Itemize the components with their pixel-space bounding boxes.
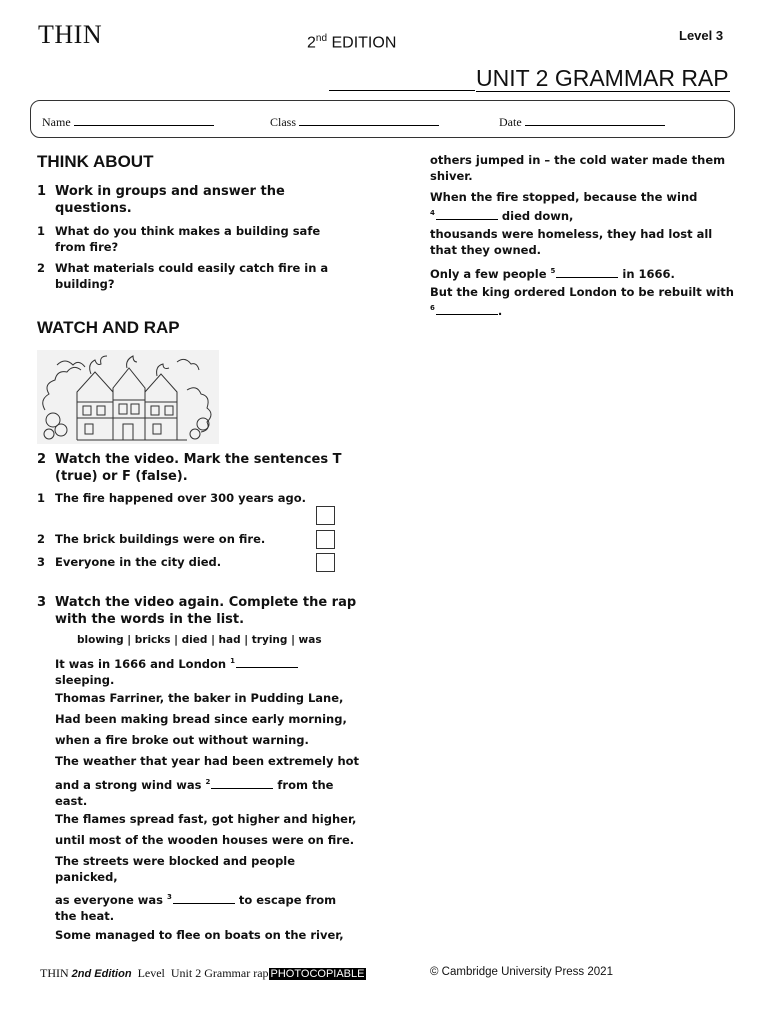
rap-line-9 [55,853,375,885]
class-label: Class [270,115,297,129]
name-field[interactable] [42,114,214,130]
footer-brand: THIN [40,966,69,980]
rap-line-1b: sleeping. [55,672,115,687]
statement-3-number: 3 [37,555,46,569]
statement-3-text: Everyone in the city died. [55,555,222,569]
rap-right-2 [430,189,750,224]
rap-line-6 [55,774,375,809]
rap-line-10 [55,889,375,924]
rap-right-4b: in 1666. [622,266,675,281]
rap-line-10a: as everyone was [55,892,163,907]
task-3-line1: Watch the video again. Complete the rap [55,595,357,610]
gap-6-blank[interactable] [436,304,498,315]
gap-5-blank[interactable] [556,267,618,278]
edition-num: 2 [307,34,316,52]
level-label: Level 3 [679,28,724,43]
class-field[interactable] [270,114,439,130]
task-2-line1: Watch the video. Mark the sentences T [55,452,342,467]
rap-right-2a: When the fire stopped, because the wind [430,190,698,204]
date-label: Date [499,115,522,129]
rap-line-9a: The streets were blocked and people [55,854,296,868]
rap-right-2b: died down, [501,208,574,223]
watch-and-rap-heading: WATCH AND RAP [37,318,180,337]
footer-left [40,966,366,981]
statement-2 [37,531,315,547]
tf-box-3[interactable] [316,553,335,572]
rap-line-11: Some managed to flee on boats on the river, [55,928,344,942]
rap-right-1b: shiver. [430,169,473,183]
rap-right-3b: that they owned. [430,243,542,257]
statement-3 [37,554,315,570]
unit-title: UNIT 2 GRAMMAR RAP [476,65,729,91]
rap-line-4: when a fire broke out without warning. [55,733,309,747]
gap-2-blank[interactable] [211,778,273,789]
photocopiable-badge: PHOTOCOPIABLE [270,968,365,980]
name-line[interactable] [74,114,214,126]
statement-2-number: 2 [37,532,46,546]
task-1-number: 1 [37,184,47,199]
tf-box-1[interactable] [316,506,335,525]
statement-1-number: 1 [37,491,46,505]
rap-right-5 [430,284,760,319]
question-2 [37,260,375,292]
rap-line-10b: to escape from [238,892,337,907]
rap-right-5b: . [497,303,503,318]
rap-line-3: Had been making bread since early morning, [55,712,347,726]
fire-houses-illustration [37,350,219,444]
word-list: blowing | bricks | died | had | trying | was [77,634,322,646]
task-2 [37,451,375,485]
title-rule-left [329,90,475,91]
task-3-line2: with the words in the list. [55,612,245,627]
task-1 [37,183,355,217]
rap-right-1 [430,152,750,184]
task-1-line1: Work in groups and answer the [55,184,285,199]
rap-line-6a: and a strong wind was [55,777,202,792]
rap-line-1 [55,653,375,688]
date-field[interactable] [499,114,665,130]
edition-word: EDITION [331,34,397,52]
gap-1-blank[interactable] [236,657,298,668]
rap-line-2: Thomas Farriner, the baker in Pudding Lane, [55,691,344,705]
rap-line-1a: It was in 1666 and London [55,656,227,671]
statement-1-text: The fire happened over 300 years ago. [55,491,306,505]
question-1-number: 1 [37,224,46,238]
rap-right-4a: Only a few people [430,266,547,281]
gap-4-number: 4 [430,209,435,217]
edition-label [307,33,396,52]
class-line[interactable] [299,114,439,126]
rap-line-8: until most of the wooden houses were on fire. [55,833,355,847]
tf-box-2[interactable] [316,530,335,549]
rap-right-3a: thousands were homeless, they had lost all [430,227,713,241]
name-label: Name [42,115,71,129]
brand-logo: THIN [38,20,103,49]
rap-line-6b: from the [277,777,334,792]
task-2-line2: (true) or F (false). [55,469,188,484]
question-2-line2: building? [55,277,115,291]
statement-1 [37,490,345,506]
rap-line-9b: panicked, [55,870,118,884]
title-rule-right [476,91,730,92]
task-2-number: 2 [37,452,47,467]
rap-line-5: The weather that year had been extremely hot [55,754,360,768]
task-3-number: 3 [37,595,47,610]
question-1-line2: from fire? [55,240,119,254]
rap-right-5a: But the king ordered London to be rebuilt with [430,285,734,299]
date-line[interactable] [525,114,665,126]
statement-2-text: The brick buildings were on fire. [55,532,266,546]
question-1 [37,223,375,255]
footer-unit: Unit 2 Grammar rap [170,966,269,980]
gap-3-blank[interactable] [173,893,235,904]
gap-1-number: 1 [230,657,235,665]
fire-houses-image [37,350,219,444]
gap-6-number: 6 [430,304,435,312]
think-about-heading: THINK ABOUT [37,152,154,171]
question-2-line1: What materials could easily catch fire in a [55,261,329,275]
rap-line-7: The flames spread fast, got higher and higher, [55,812,357,826]
gap-4-blank[interactable] [436,209,498,220]
edition-sup: nd [315,33,328,44]
question-2-number: 2 [37,261,46,275]
gap-2-number: 2 [205,778,211,786]
question-1-line1: What do you think makes a building safe [55,224,321,238]
rap-line-6c: east. [55,793,88,808]
rap-right-3 [430,226,750,258]
task-3 [37,594,375,628]
copyright: © Cambridge University Press 2021 [430,966,613,978]
footer-level: Level [137,966,165,980]
task-1-line2: questions. [55,201,132,216]
rap-right-4 [430,263,750,282]
rap-line-10c: the heat. [55,908,115,923]
footer-edition: 2nd Edition [71,968,132,980]
gap-5-number: 5 [550,267,556,275]
rap-right-1a: others jumped in – the cold water made them [430,153,726,167]
gap-3-number: 3 [167,893,172,901]
